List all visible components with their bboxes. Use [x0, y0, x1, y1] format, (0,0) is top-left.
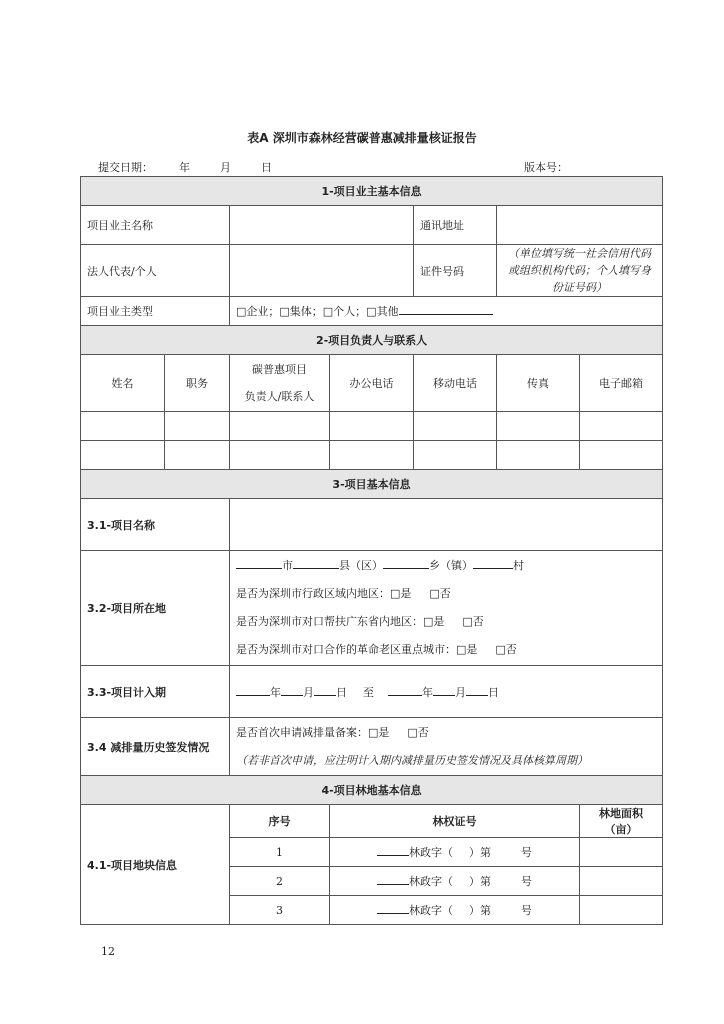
- cert-mid: ）第: [469, 846, 491, 859]
- cert-prefix: 林政字（: [409, 846, 453, 859]
- history-q-text[interactable]: 是否首次申请减排量备案：□是: [236, 725, 390, 739]
- end-day-blank[interactable]: [466, 684, 488, 696]
- history-label: 3.4 减排量历史签发情况: [81, 718, 230, 776]
- col-serial: 序号: [230, 805, 330, 838]
- address-label: 通讯地址: [414, 206, 497, 245]
- cert-prefix: 林政字（: [409, 875, 453, 888]
- contact-cell[interactable]: [497, 441, 580, 470]
- history-field[interactable]: [230, 718, 663, 776]
- col-name: 姓名: [81, 355, 165, 412]
- county-text: 县（区）: [339, 559, 383, 572]
- col-forest-cert: 林权证号: [330, 805, 580, 838]
- legal-rep-field[interactable]: [230, 245, 414, 297]
- owner-name-field[interactable]: [230, 206, 414, 245]
- history-note: （若非首次申请，应注明计入期内减排量历史签发情况及具体核算周期）: [236, 753, 588, 767]
- cert-mid: ）第: [469, 904, 491, 917]
- start-month-blank[interactable]: [281, 684, 303, 696]
- start-day-blank[interactable]: [314, 684, 336, 696]
- location-q2-text[interactable]: 是否为深圳市对口帮扶广东省内地区：□是: [236, 615, 445, 628]
- cert-suffix: 号: [521, 846, 532, 859]
- owner-type-label: 项目业主类型: [81, 297, 230, 326]
- contact-cell[interactable]: [330, 441, 414, 470]
- location-q2-no[interactable]: □否: [462, 615, 484, 628]
- col-responsible-line2: 负责人/联系人: [244, 390, 315, 403]
- credit-period-field[interactable]: [230, 666, 663, 718]
- plot-area[interactable]: [580, 867, 663, 896]
- history-q-no[interactable]: □否: [407, 725, 429, 739]
- start-year-blank[interactable]: [236, 684, 270, 696]
- section3-header: 3-项目基本信息: [81, 470, 663, 499]
- contact-cell[interactable]: [330, 412, 414, 441]
- start-month-text: 月: [303, 685, 314, 699]
- owner-name-label: 项目业主名称: [81, 206, 230, 245]
- submit-year: 年: [179, 161, 190, 174]
- plot-cert[interactable]: [330, 896, 580, 925]
- plot-serial: 3: [230, 896, 330, 925]
- col-forest-area: 林地面积（亩）: [580, 805, 663, 838]
- contact-cell[interactable]: [414, 412, 497, 441]
- cert-suffix: 号: [521, 875, 532, 888]
- plot-area[interactable]: [580, 896, 663, 925]
- id-number-label: 证件号码: [414, 245, 497, 297]
- cert-prefix: 林政字（: [409, 904, 453, 917]
- contact-row: [81, 412, 663, 441]
- plot-area[interactable]: [580, 838, 663, 867]
- village-text: 村: [513, 559, 524, 572]
- submit-day: 日: [261, 161, 272, 174]
- location-q3-text[interactable]: 是否为深圳市对口合作的革命老区重点城市：□是: [236, 643, 478, 656]
- town-text: 乡（镇）: [429, 559, 473, 572]
- end-month-text: 月: [455, 685, 466, 699]
- col-office-phone: 办公电话: [330, 355, 414, 412]
- location-q2[interactable]: [236, 608, 656, 636]
- location-q1-text[interactable]: 是否为深圳市行政区域内地区：□是: [236, 587, 412, 600]
- page-number: 12: [101, 945, 115, 958]
- plot-cert[interactable]: [330, 867, 580, 896]
- contact-cell[interactable]: [497, 412, 580, 441]
- project-location-field[interactable]: [230, 551, 663, 666]
- col-email: 电子邮箱: [580, 355, 663, 412]
- end-year-blank[interactable]: [388, 684, 422, 696]
- section4-header: 4-项目林地基本信息: [81, 776, 663, 805]
- cert-suffix: 号: [521, 904, 532, 917]
- project-name-field[interactable]: [230, 499, 663, 551]
- cert-blank[interactable]: [377, 902, 409, 914]
- history-question[interactable]: [236, 719, 656, 747]
- id-number-note[interactable]: （单位填写统一社会信用代码或组织机构代码；个人填写身份证号码）: [497, 245, 663, 297]
- contact-cell[interactable]: [580, 441, 663, 470]
- project-location-label: 3.2-项目所在地: [81, 551, 230, 666]
- plot-serial: 1: [230, 838, 330, 867]
- to-text: 至: [363, 685, 374, 699]
- other-underline[interactable]: [399, 303, 493, 315]
- contact-cell[interactable]: [165, 441, 230, 470]
- owner-type-checkboxes[interactable]: □企业；□集体；□个人；□其他: [236, 305, 399, 318]
- end-month-blank[interactable]: [433, 684, 455, 696]
- county-blank[interactable]: [293, 557, 339, 569]
- end-day-text: 日: [488, 685, 499, 699]
- village-blank[interactable]: [473, 557, 513, 569]
- contact-cell[interactable]: [165, 412, 230, 441]
- start-day-text: 日: [336, 685, 347, 699]
- owner-type-options[interactable]: [230, 297, 663, 326]
- address-field[interactable]: [497, 206, 663, 245]
- version-label: 版本号：: [524, 161, 568, 174]
- location-q3[interactable]: [236, 636, 656, 664]
- cert-blank[interactable]: [377, 873, 409, 885]
- submit-date-label: 提交日期：: [98, 161, 153, 174]
- plot-info-label: 4.1-项目地块信息: [81, 805, 230, 925]
- section1-header: 1-项目业主基本信息: [81, 177, 663, 206]
- contact-cell[interactable]: [230, 412, 330, 441]
- col-fax: 传真: [497, 355, 580, 412]
- end-year-text: 年: [422, 685, 433, 699]
- cert-mid: ）第: [469, 875, 491, 888]
- contact-cell[interactable]: [81, 441, 165, 470]
- plot-cert[interactable]: [330, 838, 580, 867]
- credit-period-label: 3.3-项目计入期: [81, 666, 230, 718]
- legal-rep-label: 法人代表/个人: [81, 245, 230, 297]
- contact-cell[interactable]: [580, 412, 663, 441]
- contact-cell[interactable]: [81, 412, 165, 441]
- section2-header: 2-项目负责人与联系人: [81, 326, 663, 355]
- report-table: [80, 176, 663, 925]
- location-q3-no[interactable]: □否: [495, 643, 517, 656]
- contact-cell[interactable]: [230, 441, 330, 470]
- contact-row: [81, 441, 663, 470]
- contact-cell[interactable]: [414, 441, 497, 470]
- cert-blank[interactable]: [377, 844, 409, 856]
- col-responsible: [230, 355, 330, 412]
- city-blank[interactable]: [236, 557, 282, 569]
- location-address-line[interactable]: [236, 552, 656, 580]
- location-q1-no[interactable]: □否: [429, 587, 451, 600]
- col-mobile: 移动电话: [414, 355, 497, 412]
- submit-month: 月: [220, 161, 231, 174]
- col-title: 职务: [165, 355, 230, 412]
- town-blank[interactable]: [383, 557, 429, 569]
- submit-date: [98, 159, 302, 175]
- col-responsible-line1: 碳普惠项目: [252, 363, 307, 376]
- plot-serial: 2: [230, 867, 330, 896]
- project-name-label: 3.1-项目名称: [81, 499, 230, 551]
- city-text: 市: [282, 559, 293, 572]
- page-title: 表A 深圳市森林经营碳普惠减排量核证报告: [247, 131, 477, 145]
- location-q1[interactable]: [236, 580, 656, 608]
- start-year-text: 年: [270, 685, 281, 699]
